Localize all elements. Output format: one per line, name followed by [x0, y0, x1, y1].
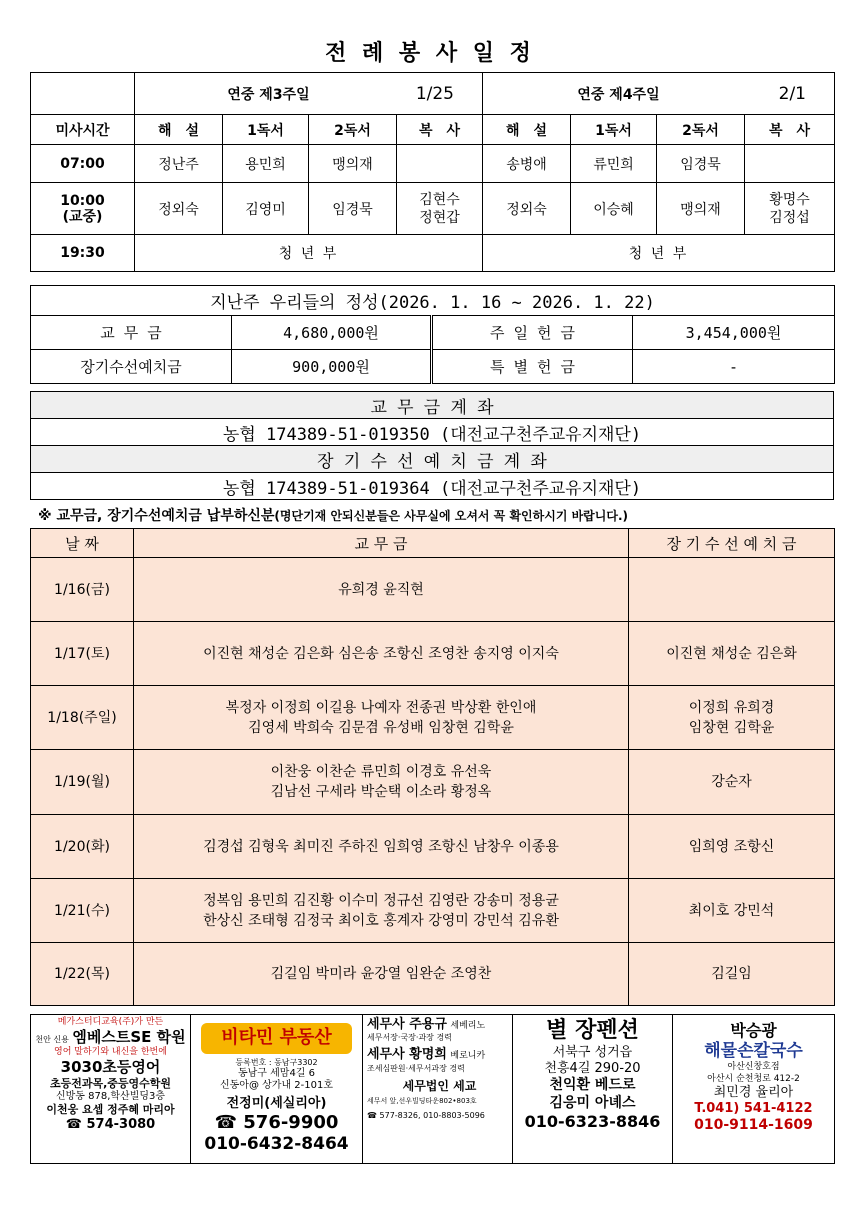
role-header: 1독서 [223, 115, 309, 145]
server-name: 류민희 [571, 145, 657, 183]
ad2-addr1: 동남구 세맘4길 6 [237, 1067, 316, 1079]
ad5-owner: 박승광 [730, 1021, 777, 1040]
offering-label: 특 별 헌 금 [432, 350, 633, 384]
ad2-mobile: 010-6432-8464 [204, 1134, 349, 1155]
ad2-reg: 등록번호 : 동남구3302 [235, 1057, 318, 1067]
offering-label: 장기수선예치금 [31, 350, 232, 384]
payer-gyomu: 김경섭 김형욱 최미진 주하진 임희영 조항신 남창우 이종용 [134, 815, 629, 879]
payer-jangi: 강순자 [629, 750, 835, 815]
role-header: 2독서 [657, 115, 745, 145]
ad5-branch: 아산신창호점 [727, 1062, 780, 1073]
payers-header-jangi: 장 기 수 선 예 치 금 [629, 529, 835, 558]
account-number: 농협 174389-51-019350 (대전교구천주교유지재단) [31, 419, 834, 446]
payer-jangi: 이진현 채성순 김은화 [629, 622, 835, 686]
ad5-person: 최민경 율리아 [713, 1084, 794, 1100]
mass-time: 10:00 (교중) [31, 183, 135, 235]
account-title: 장 기 수 선 예 치 금 계 좌 [31, 446, 834, 473]
ad3-p2s: 베로니카 [450, 1051, 486, 1062]
payer-gyomu: 복정자 이정희 이길용 나예자 전종권 박상환 한인애 김영세 박희숙 김문겸 유성배 임창현 김학윤 [134, 686, 629, 750]
week2-header [483, 73, 835, 115]
ad2-tel: ☎ 576-9900 [214, 1111, 339, 1133]
week1-date: 1/25 [415, 83, 454, 104]
ad-tax [363, 1015, 513, 1164]
ad2-bar: 비타민 부동산 [201, 1023, 352, 1054]
table-row [31, 750, 835, 815]
table-row [31, 558, 835, 622]
offering-value: 4,680,000원 [232, 316, 432, 350]
ad-academy [31, 1015, 191, 1164]
account-number: 농협 174389-51-019364 (대전교구천주교유지재단) [31, 473, 834, 500]
ad4-phone: 010-6323-8846 [524, 1112, 661, 1131]
ad3-addr: 세무서 앞,선우빌딩타운802•803호 [367, 1096, 477, 1105]
ad4-name: 별 장펜션 [546, 1017, 639, 1043]
ad1-top: 메가스터디교육(주)가 만든 [57, 1017, 164, 1027]
account-title: 교 무 금 계 좌 [31, 392, 834, 419]
payers-table [30, 528, 835, 1006]
ad-restaurant [673, 1015, 835, 1164]
server-name: 김현수 정현갑 [397, 183, 483, 235]
table-row [31, 622, 835, 686]
offering-value: 3,454,000원 [633, 316, 835, 350]
week1-header [135, 73, 483, 115]
evening-group: 청 년 부 [483, 235, 835, 272]
payer-jangi: 이정희 유희경 임창현 김학윤 [629, 686, 835, 750]
role-header: 복 사 [745, 115, 835, 145]
server-name: 맹의재 [657, 183, 745, 235]
page-title: 전 례 봉 사 일 정 [325, 41, 535, 66]
role-header: 해 설 [483, 115, 571, 145]
offering-title: 지난주 우리들의 정성(2026. 1. 16 ~ 2026. 1. 22) [31, 286, 835, 316]
payer-date: 1/17(토) [31, 622, 134, 686]
payer-gyomu: 유희경 윤직현 [134, 558, 629, 622]
schedule-corner [31, 73, 135, 115]
table-row [31, 815, 835, 879]
ad3-firm: 세무법인 세교 [402, 1078, 477, 1093]
server-name [745, 145, 835, 183]
server-name: 맹의재 [309, 145, 397, 183]
week2-date: 2/1 [778, 83, 806, 104]
payer-gyomu: 이찬웅 이찬순 류민희 이경호 유선욱 김남선 구세라 박순택 이소라 황정옥 [134, 750, 629, 815]
evening-group: 청 년 부 [135, 235, 483, 272]
server-name: 황명수 김정섭 [745, 183, 835, 235]
payer-gyomu: 정복임 용민희 김진황 이수미 정규선 김영란 강송미 정용균 한상신 조태형 김정국 최이호 홍계자 강영미 강민석 김유환 [134, 879, 629, 943]
ad1-pre: 천안 신용 [35, 1035, 69, 1045]
ad1-addr: 신방동 878,학산빌딩3층 [55, 1090, 166, 1102]
server-name: 용민희 [223, 145, 309, 183]
server-name: 정외숙 [135, 183, 223, 235]
ad5-tel: T.041) 541-4122 [694, 1101, 813, 1116]
payers-header-date: 날 짜 [31, 529, 134, 558]
ad2-addr2: 신동아@ 상가내 2-101호 [219, 1080, 334, 1091]
ad-pension [513, 1015, 673, 1164]
week2-name: 연중 제4주일 [577, 86, 660, 103]
ad4-area: 서북구 성거읍 [552, 1044, 633, 1060]
time-header: 미사시간 [31, 115, 135, 145]
server-name: 송병애 [483, 145, 571, 183]
role-header: 해 설 [135, 115, 223, 145]
role-header: 2독서 [309, 115, 397, 145]
payer-jangi: 최이호 강민석 [629, 879, 835, 943]
ad1-courses: 초등전과목,중등영수학원 [49, 1077, 172, 1090]
offering-table [30, 285, 835, 384]
server-name: 이승혜 [571, 183, 657, 235]
table-row [31, 879, 835, 943]
ad5-addr: 아산시 순천청로 412-2 [707, 1073, 800, 1084]
server-name: 정외숙 [483, 183, 571, 235]
offering-label: 주 일 헌 금 [432, 316, 633, 350]
ad-banner-row [30, 1014, 835, 1164]
server-name [397, 145, 483, 183]
payer-jangi: 임희영 조항신 [629, 815, 835, 879]
ad1-phone: ☎ 574-3080 [65, 1117, 156, 1132]
payer-jangi: 김길임 [629, 943, 835, 1006]
server-name: 임경묵 [309, 183, 397, 235]
payer-jangi [629, 558, 835, 622]
ad3-p2t: 조세심판원·세무서과장 경력 [367, 1063, 465, 1073]
offering-value: 900,000원 [232, 350, 432, 384]
payer-gyomu: 김길임 박미라 윤강열 임완순 조영찬 [134, 943, 629, 1006]
payer-notice [38, 505, 628, 525]
server-name: 김영미 [223, 183, 309, 235]
payer-date: 1/21(수) [31, 879, 134, 943]
ad3-p1t: 세무서장·국장·과장 경력 [367, 1033, 452, 1043]
notice-main: ※ 교무금, 장기수선예치금 납부하신분 [38, 508, 275, 524]
server-name: 정난주 [135, 145, 223, 183]
role-header: 복 사 [397, 115, 483, 145]
offering-label: 교 무 금 [31, 316, 232, 350]
week1-name: 연중 제3주일 [227, 86, 310, 103]
payer-date: 1/18(주일) [31, 686, 134, 750]
ad-realestate [191, 1015, 363, 1164]
ad4-p1: 천익환 베드로 [549, 1077, 636, 1093]
role-header: 1독서 [571, 115, 657, 145]
account-table [30, 391, 834, 500]
mass-time: 19:30 [31, 235, 135, 272]
ad4-p2: 김응미 아녜스 [549, 1094, 636, 1111]
payers-header-gyomu: 교 무 금 [134, 529, 629, 558]
ad5-name: 해물손칼국수 [704, 1041, 803, 1061]
payer-date: 1/22(목) [31, 943, 134, 1006]
mass-time: 07:00 [31, 145, 135, 183]
offering-value: - [633, 350, 835, 384]
payer-date: 1/19(월) [31, 750, 134, 815]
ad3-p2: 세무사 황명희 [367, 1047, 447, 1063]
ad1-people: 이천웅 요셉 정주혜 마리아 [46, 1103, 175, 1117]
ad4-addr: 천흥4길 290-20 [544, 1060, 641, 1076]
ad3-phone: ☎ 577-8326, 010-8803-5096 [367, 1111, 485, 1121]
table-row [31, 943, 835, 1006]
payer-date: 1/20(화) [31, 815, 134, 879]
ad5-mobile: 010-9114-1609 [694, 1117, 813, 1134]
ad3-p1: 세무사 주용규 [367, 1017, 447, 1032]
schedule-table [30, 72, 835, 272]
server-name: 임경묵 [657, 145, 745, 183]
ad3-p1s: 세베리노 [450, 1021, 486, 1031]
ad1-name2: 3030초등영어 [60, 1058, 161, 1077]
payer-date: 1/16(금) [31, 558, 134, 622]
ad1-tag: 영어 말하기와 내신을 한번에 [54, 1047, 167, 1057]
table-row [31, 686, 835, 750]
notice-sub: (명단기재 안되신분들은 사무실에 오셔서 꼭 확인하시기 바랍니다.) [274, 509, 629, 523]
ad1-name: 엠베스트SE 학원 [72, 1028, 186, 1047]
payer-gyomu: 이진현 채성순 김은화 심은송 조항신 조영찬 송지영 이지숙 [134, 622, 629, 686]
ad2-person: 전정미(세실리아) [226, 1095, 327, 1111]
